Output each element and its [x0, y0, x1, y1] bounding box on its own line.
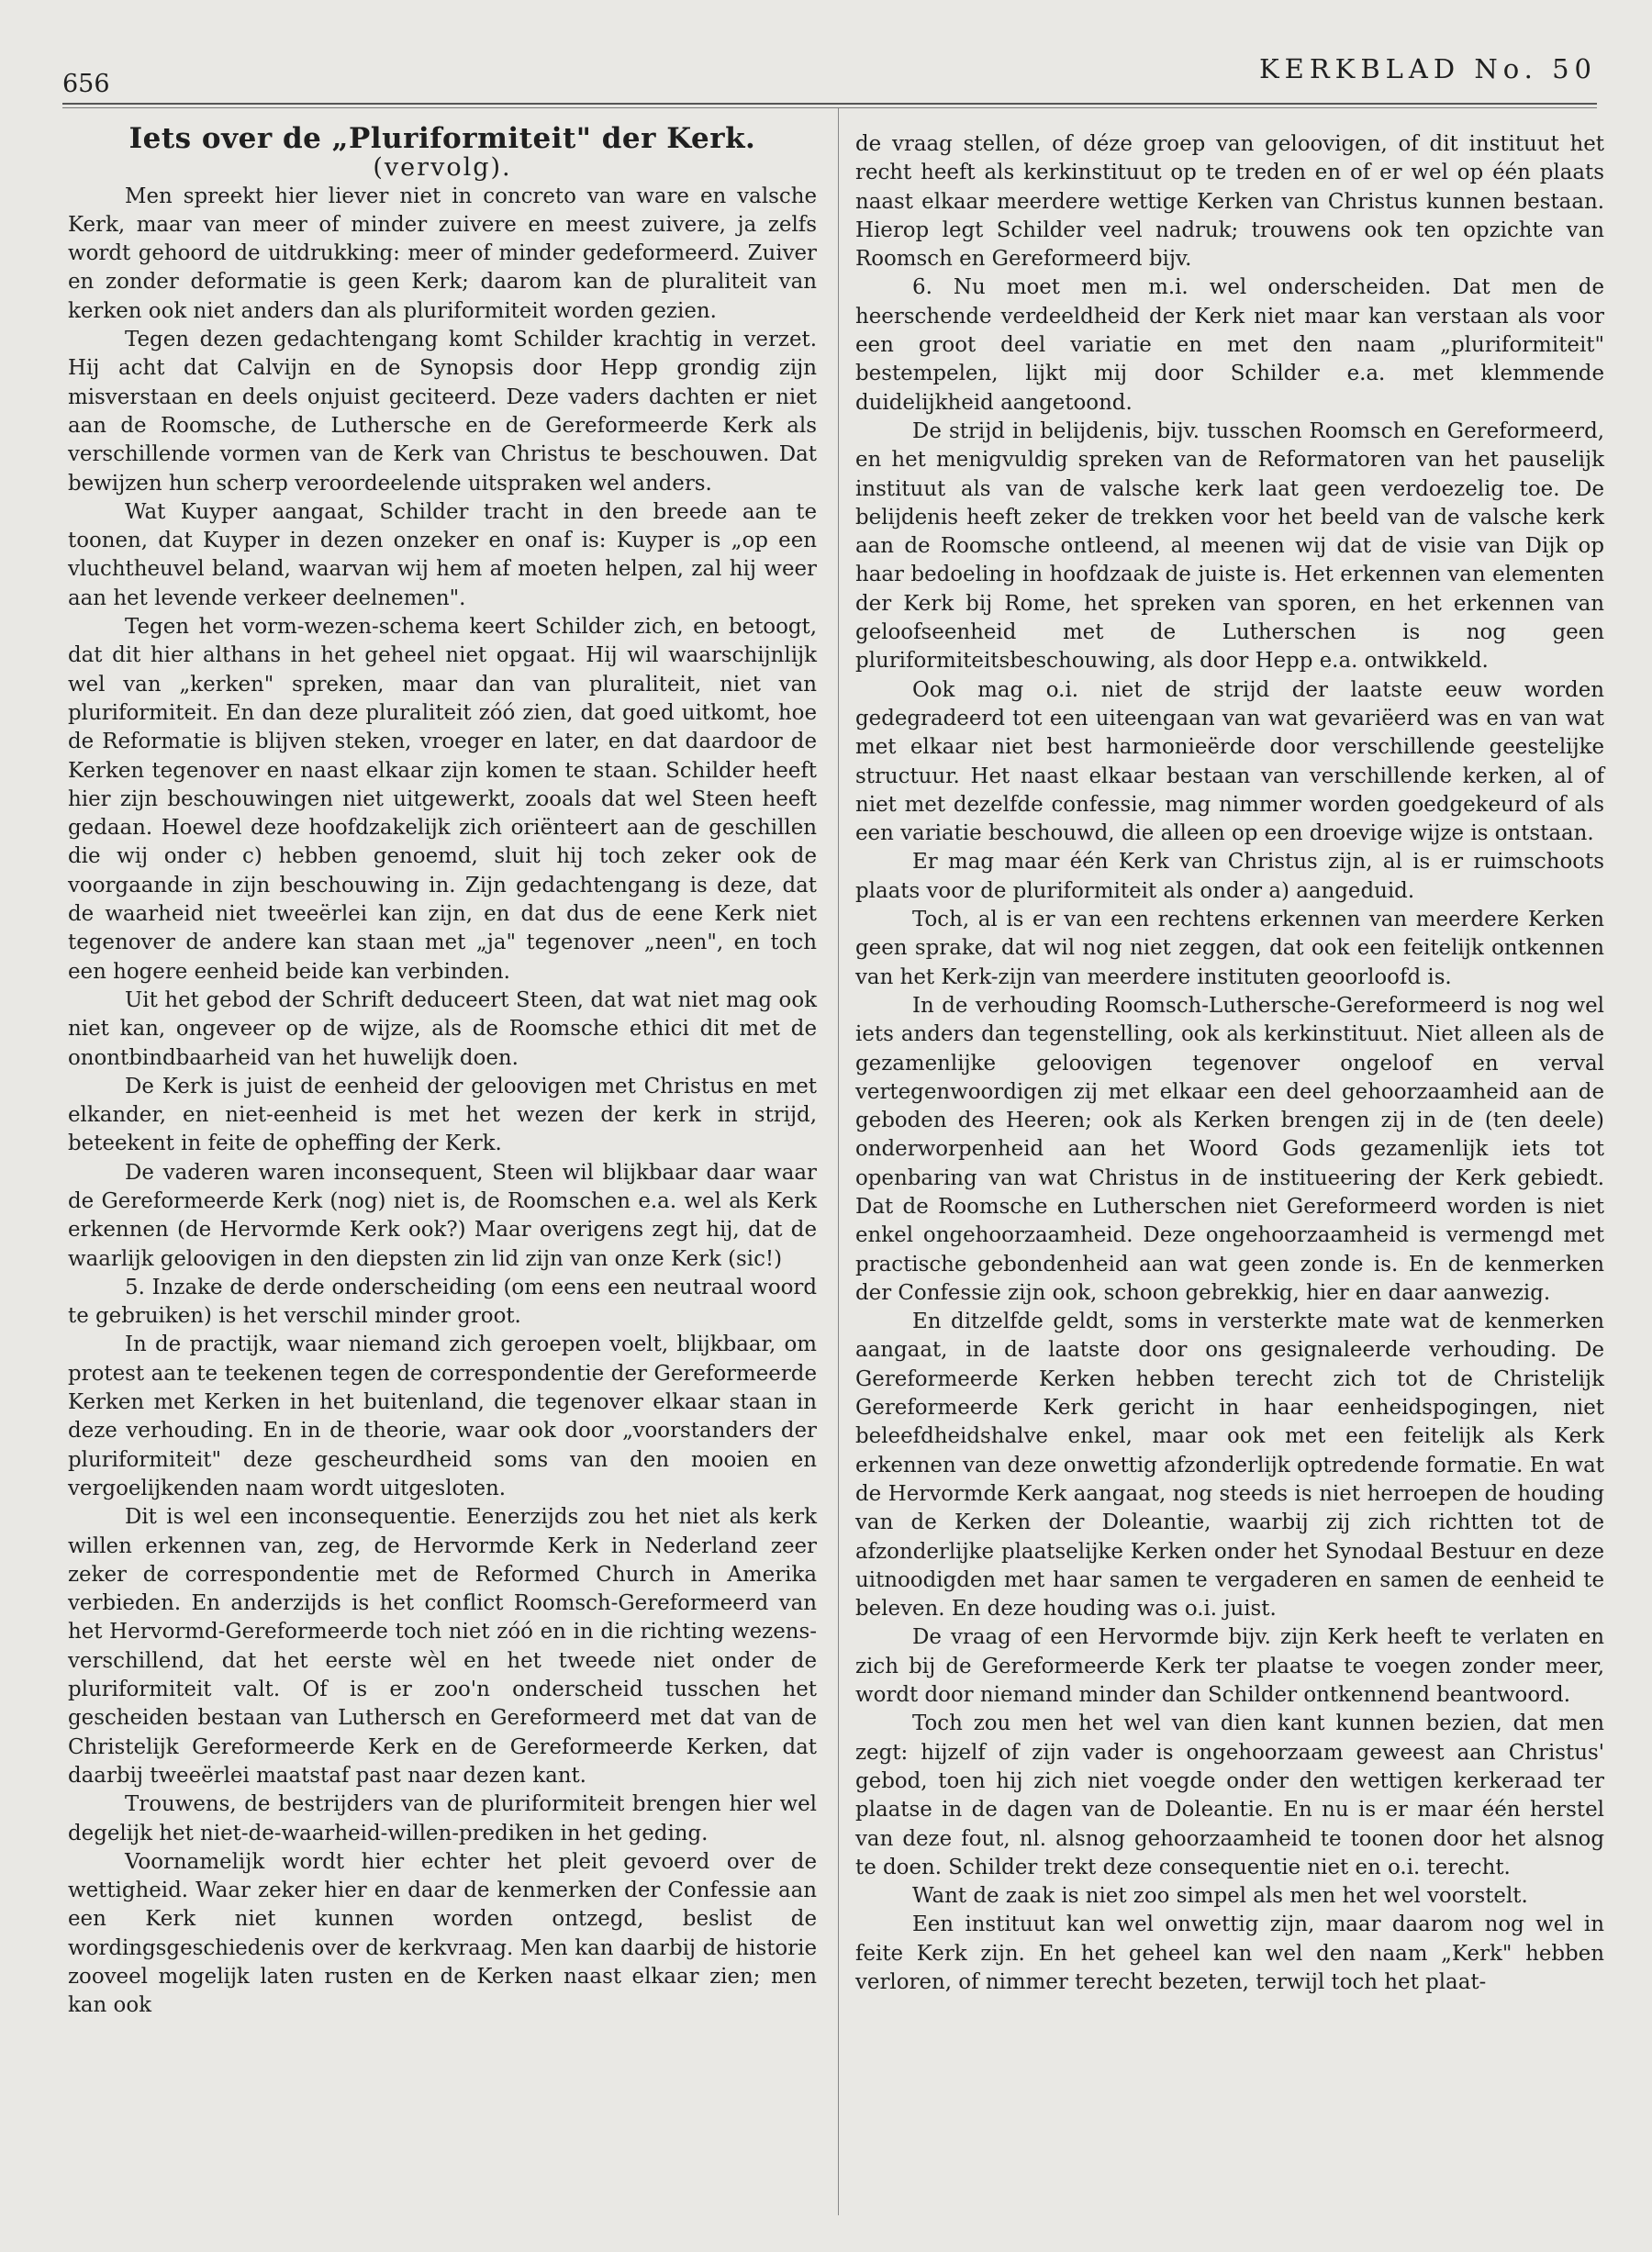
paragraph: En ditzelfde geldt, soms in versterkte mate wat de kenmerken aangaat, in de laatste door ons gesignaleerde verhouding. De Gereformeerde Kerken hebben terecht zich tot de Christelijk Gereformeerde Kerk gericht in haar eenheidspogingen, niet beleefdheidshalve enkel, maar ook met een feitelijk als Kerk erkennen van deze onwettig afzonderlijk optredende formatie. En wat de Hervormde Kerk aangaat, nog steeds is niet herroepen de houding van de Kerken der Doleantie, waarbij zij zich richtten tot de afzonderlijke plaatselijke Kerken onder het Synodaal Bestuur en deze uitnoodigden met haar samen te vergaderen en samen de eenheid te beleven. En deze houding was o.i. juist. — [855, 1310, 1604, 1622]
paragraph: Dit is wel een inconsequentie. Eenerzijds zou het niet als kerk willen erkennen van, zeg, de Hervormde Kerk in Nederland zeer zeker de correspondentie met de Reformed Church in Amerika verbieden. En anderzijds is het conflict Roomsch-Gereformeerd van het Hervormd-Gereformeerde toch niet zóó en in die richting wezens-verschillend, dat het eerste wèl en het tweede niet onder de pluriformiteit valt. Of is er zoo'n onderscheid tusschen het gescheiden bestaan van Luthersch en Gereformeerd met dat van de Christelijk Gereformeerde Kerk en de Gereformeerde Kerken, dat daarbij tweeërlei maatstaf past naar dezen kant. — [68, 1505, 817, 1788]
paragraph: Er mag maar één Kerk van Christus zijn, al is er ruimschoots plaats voor de pluriformiteit als onder a) aangeduid. — [855, 850, 1604, 903]
left-column — [68, 122, 817, 2021]
paragraph: Trouwens, de bestrijders van de pluriformiteit brengen hier wel degelijk het niet-de-waarheid-willen-prediken in het geding. — [68, 1792, 817, 1845]
article-subtitle: (vervolg). — [373, 153, 512, 183]
paragraph: In de verhouding Roomsch-Luthersche-Gereformeerd is nog wel iets anders dan tegenstelling, ook als kerkinstituut. Niet alleen als de gezamenlijke geloovigen tegenover ongeloof en verval vertegenwoordigen zij met elkaar een deel gehoorzaamheid aan de geboden des Heeren; ook als Kerken brengen zij in de (ten deele) onderworpenheid aan het Woord Gods gezamenlijk iets tot openbaring van wat Christus in de institueering der Kerk gebiedt. Dat de Roomsche en Lutherschen niet Gereformeerd worden is niet enkel ongehoorzaamheid. Deze ongehoorzaamheid is vermengd met practische gebondenheid aan wat geen zonde is. En de kenmerken der Confessie zijn ook, schoon gebrekkig, hier en daar aanwezig. — [855, 993, 1604, 1305]
paragraph: Tegen het vorm-wezen-schema keert Schilder zich, en betoogt, dat dit hier althans in het geheel niet opgaat. Hij wil waarschijnlijk wel van „kerken" spreken, maar dan van pluraliteit, niet van pluriformiteit. En dan deze pluraliteit zóó zien, dat goed uitkomt, hoe de Reformatie is blijven steken, vroeger en later, en dat daardoor de Kerken tegenover en naast elkaar zijn komen te staan. Schilder heeft hier zijn beschouwingen niet uitgewerkt, zooals dat wel Steen heeft gedaan. Hoewel deze hoofdzakelijk zich oriënteert aan de geschillen die wij onder c) hebben genoemd, sluit hij toch zeker ook de voorgaande in zijn beschouwing in. Zijn gedachtengang is deze, dat de waarheid niet tweeërlei kan zijn, en dat dus de eene Kerk niet tegenover de andere kan staan met „ja" tegenover „neen", en toch een hogere eenheid beide kan verbinden. — [68, 615, 817, 984]
paragraph: Ook mag o.i. niet de strijd der laatste eeuw worden gedegradeerd tot een uiteengaan van wat gevariëerd was en van wat met elkaar niet best harmonieërde door verschillende geestelijke structuur. Het naast elkaar bestaan van verschillende kerken, al of niet met dezelfde confessie, mag nimmer worden goedgekeurd of als een variatie beschouwd, die alleen op een droevige wijze is ontstaan. — [855, 677, 1604, 846]
paragraph: 6. Nu moet men m.i. wel onderscheiden. Dat men de heerschende verdeeldheid der Kerk niet maar kan verstaan als voor een groot deel variatie en met den naam „pluriformiteit" bestempelen, lijkt mij door Schilder e.a. met klemmende duidelijkheid aangetoond. — [855, 275, 1604, 415]
paragraph: De strijd in belijdenis, bijv. tusschen Roomsch en Gereformeerd, en het menigvuldig spreken van de Reformatoren van het pauselijk instituut als van de valsche kerk laat geen verdoezelig toe. De belijdenis heeft zeker de trekken voor het beeld van de valsche kerk aan de Roomsche ontleend, al meenen wij dat de visie van Dijk op haar bedoeling in hoofdzaak de juiste is. Het erkennen van elementen der Kerk bij Rome, het spreken van sporen, en het erkennen van geloofseenheid met de Lutherschen is nog geen pluriformiteitsbeschouwing, als door Hepp e.a. ontwikkeld. — [855, 418, 1604, 674]
column-divider — [838, 108, 839, 2215]
paragraph: Uit het gebod der Schrift deduceert Steen, dat wat niet mag ook niet kan, ongeveer op de wijze, als de Roomsche ethici dit met de onontbindbaarheid van het huwelijk doen. — [68, 987, 817, 1070]
paragraph: 5. Inzake de derde onderscheiding (om eens een neutraal woord te gebruiken) is het verschil minder groot. — [68, 1275, 817, 1329]
paragraph: de vraag stellen, of déze groep van geloovigen, of dit instituut het recht heeft als kerkinstituut op te treden en of er wel op één plaats naast elkaar meerdere wettige Kerken van Christus kunnen bestaan. Hierop legt Schilder veel nadruk; trouwens ook ten opzichte van Roomsch en Gereformeerd bijv. — [855, 132, 1604, 272]
paragraph: De vaderen waren inconsequent, Steen wil blijkbaar daar waar de Gereformeerde Kerk (nog) niet is, de Roomschen e.a. wel als Kerk erkennen (de Hervormde Kerk ook?) Maar overigens zegt hij, dat de waarlijk geloovigen in den diepsten zin lid zijn van onze Kerk (sic!) — [68, 1160, 817, 1271]
paragraph: Wat Kuyper aangaat, Schilder tracht in den breede aan te toonen, dat Kuyper in dezen onzeker en onaf is: Kuyper is „op een vluchtheuvel beland, waarvan wij hem af moeten helpen, zal hij weer aan het levende verkeer deelnemen". — [68, 499, 817, 610]
paragraph: Tegen dezen gedachtengang komt Schilder krachtig in verzet. Hij acht dat Calvijn en de Synopsis door Hepp grondig zijn misverstaan en deels onjuist geciteerd. Deze vaders dachten er niet aan de Roomsche, de Luthersche en de Gereformeerde Kerk als verschillende vormen van de Kerk van Christus te beschouwen. Dat bewijzen hun scherp veroordeelende uitspraken wel anders. — [68, 328, 817, 496]
running-title: KERKBLAD No. 50 — [1259, 53, 1597, 84]
paragraph: Men spreekt hier liever niet in concreto van ware en valsche Kerk, maar van meer of minder zuivere en meest zuivere, ja zelfs wordt gehoord de uitdrukking: meer of minder gedeformeerd. Zuiver en zonder deformatie is geen Kerk; daarom kan de pluraliteit van kerken ook niet anders dan als pluriformiteit worden gezien. — [68, 184, 817, 323]
paragraph: In de practijk, waar niemand zich geroepen voelt, blijkbaar, om protest aan te teekenen tegen de correspondentie der Gereformeerde Kerken met Kerken in het buitenland, die tegenover elkaar staan in deze verhouding. En in de theorie, waar ook door „voorstanders der pluriformiteit" deze gescheurdheid soms van den mooien en vergoelijkenden naam wordt uitgesloten. — [68, 1332, 817, 1500]
page-header — [62, 48, 1597, 98]
paragraph: Toch zou men het wel van dien kant kunnen bezien, dat men zegt: hijzelf of zijn vader is ongehoorzaam geweest aan Christus' gebod, toen hij zich niet voegde onder den wettigen kerkeraad ter plaatse in de dagen van de Doleantie. En nu is er maar één herstel van deze fout, nl. alsnog gehoorzaamheid te toonen door het alsnog te doen. Schilder trekt deze consequentie niet en o.i. terecht. — [855, 1711, 1604, 1879]
paragraph: Toch, al is er van een rechtens erkennen van meerdere Kerken geen sprake, dat wil nog niet zeggen, dat ook een feitelijk ontkennen van het Kerk-zijn van meerdere instituten geoorloofd is. — [855, 908, 1604, 989]
paragraph: De Kerk is juist de eenheid der geloovigen met Christus en met elkander, en niet-eenheid is met het wezen der kerk in strijd, beteekent in feite de opheffing der Kerk. — [68, 1074, 817, 1156]
paragraph: Voornamelijk wordt hier echter het pleit gevoerd over de wettigheid. Waar zeker hier en daar de kenmerken der Confessie aan een Kerk niet kunnen worden ontzegd, beslist de wordingsgeschiedenis over de kerkvraag. Men kan daarbij de historie zooveel mogelijk laten rusten en de Kerken naast elkaar zien; men kan ook — [68, 1849, 817, 2018]
paragraph: Een instituut kan wel onwettig zijn, maar daarom nog wel in feite Kerk zijn. En het geheel kan wel den naam „Kerk" hebben verloren, of nimmer terecht bezeten, terwijl toch het plaat- — [855, 1912, 1604, 1994]
page-number: 656 — [62, 70, 110, 98]
article-title: Iets over de „Pluriformiteit" der Kerk. — [128, 122, 756, 155]
right-column — [855, 130, 1604, 1997]
header-rule — [62, 103, 1597, 108]
paragraph: De vraag of een Hervormde bijv. zijn Kerk heeft te verlaten en zich bij de Gereformeerde Kerk ter plaatse te voegen zonder meer, wordt door niemand minder dan Schilder ontkennend beantwoord. — [855, 1625, 1604, 1708]
paragraph: Want de zaak is niet zoo simpel als men het wel voorstelt. — [912, 1884, 1528, 1909]
